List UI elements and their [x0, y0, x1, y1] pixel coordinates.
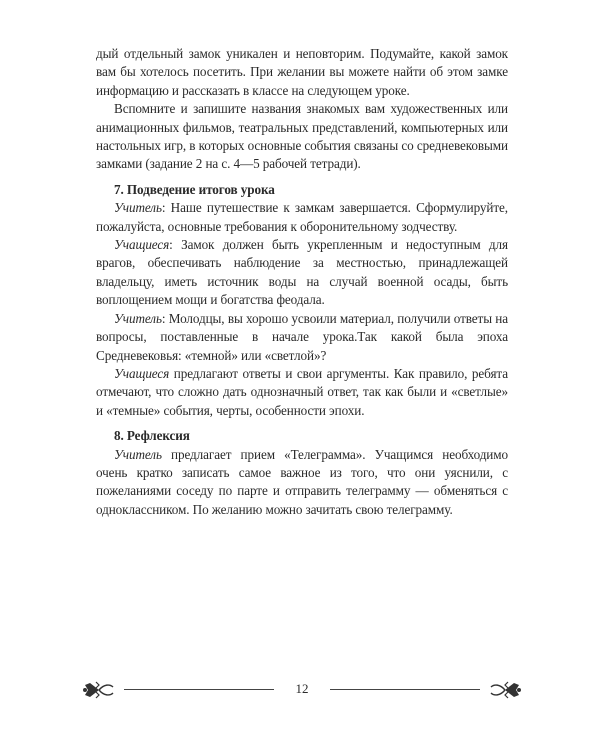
dialogue-line-3: [96, 310, 508, 365]
dialogue-line-1: [96, 199, 508, 236]
dialogue-text: Молодцы, вы хорошо усвоили материал, получили ответы на вопросы, поставленные в начале урока.Так какой была эпоха Средневековья: «темной» или «светлой»?: [96, 310, 508, 363]
section-8-heading: 8. Рефлексия: [114, 428, 190, 444]
separator: :: [169, 237, 182, 253]
page-body: [96, 45, 508, 519]
intro-paragraph-1: дый отдельный замок уникален и неповторим. Подумайте, какой замок вам бы хотелось посетить. При желании вы можете найти об этом замке информацию и рассказать в классе на следующем уроке.: [96, 46, 508, 98]
speaker-teacher: Учитель: [114, 310, 162, 326]
dialogue-text: предлагают ответы и свои аргументы. Как правило, ребята отмечают, что сложно дать однозначный ответ, так как были и «светлые» и «темные» события, черты, особенности эпохи.: [96, 365, 509, 418]
speaker-teacher: Учитель: [114, 446, 162, 462]
page-footer: [82, 678, 522, 702]
reflection-paragraph: [96, 446, 508, 520]
dialogue-line-4: [96, 365, 508, 420]
intro-paragraph-2: Вспомните и запишите названия знакомых вам художественных или анимационных фильмов, театральных представлений, компьютерных или настольных игр, в которых основные события связаны со средневековыми замками (задание 2 на с. 4—5 рабочей тетради).: [96, 101, 508, 172]
separator: [162, 447, 171, 462]
speaker-students: Учащиеся: [114, 365, 170, 381]
dialogue-text: Наше путешествие к замкам завершается. Сформулируйте, пожалуйста, основные требования к оборонительному зодчеству.: [96, 200, 508, 234]
fleuron-ornament-icon: [488, 680, 522, 700]
separator: :: [161, 310, 169, 326]
speaker-students: Учащиеся: [114, 237, 170, 253]
reflection-text: предлагает прием «Телеграмма». Учащимся необходимо очень кратко записать самое важное из того, что они уяснили, с пожеланиями соседу по парте и отправить телеграмму — обменяться с одноклассником. По желанию можно зачитать свою телеграмму.: [96, 446, 508, 517]
section-7-heading: 7. Подведение итогов урока: [114, 181, 275, 197]
dialogue-text: Замок должен быть укрепленным и недоступным для врагов, обеспечивать наблюдение за местностью, принадлежащей владельцу, иметь источник воды на случай военной осады, быть воплощением мощи и богатства феодала.: [96, 237, 508, 308]
page-number: 12: [295, 681, 309, 696]
speaker-teacher: Учитель: [114, 200, 162, 216]
footer-rule-right: [330, 689, 480, 690]
separator: :: [161, 200, 171, 216]
dialogue-line-2: [96, 236, 508, 310]
